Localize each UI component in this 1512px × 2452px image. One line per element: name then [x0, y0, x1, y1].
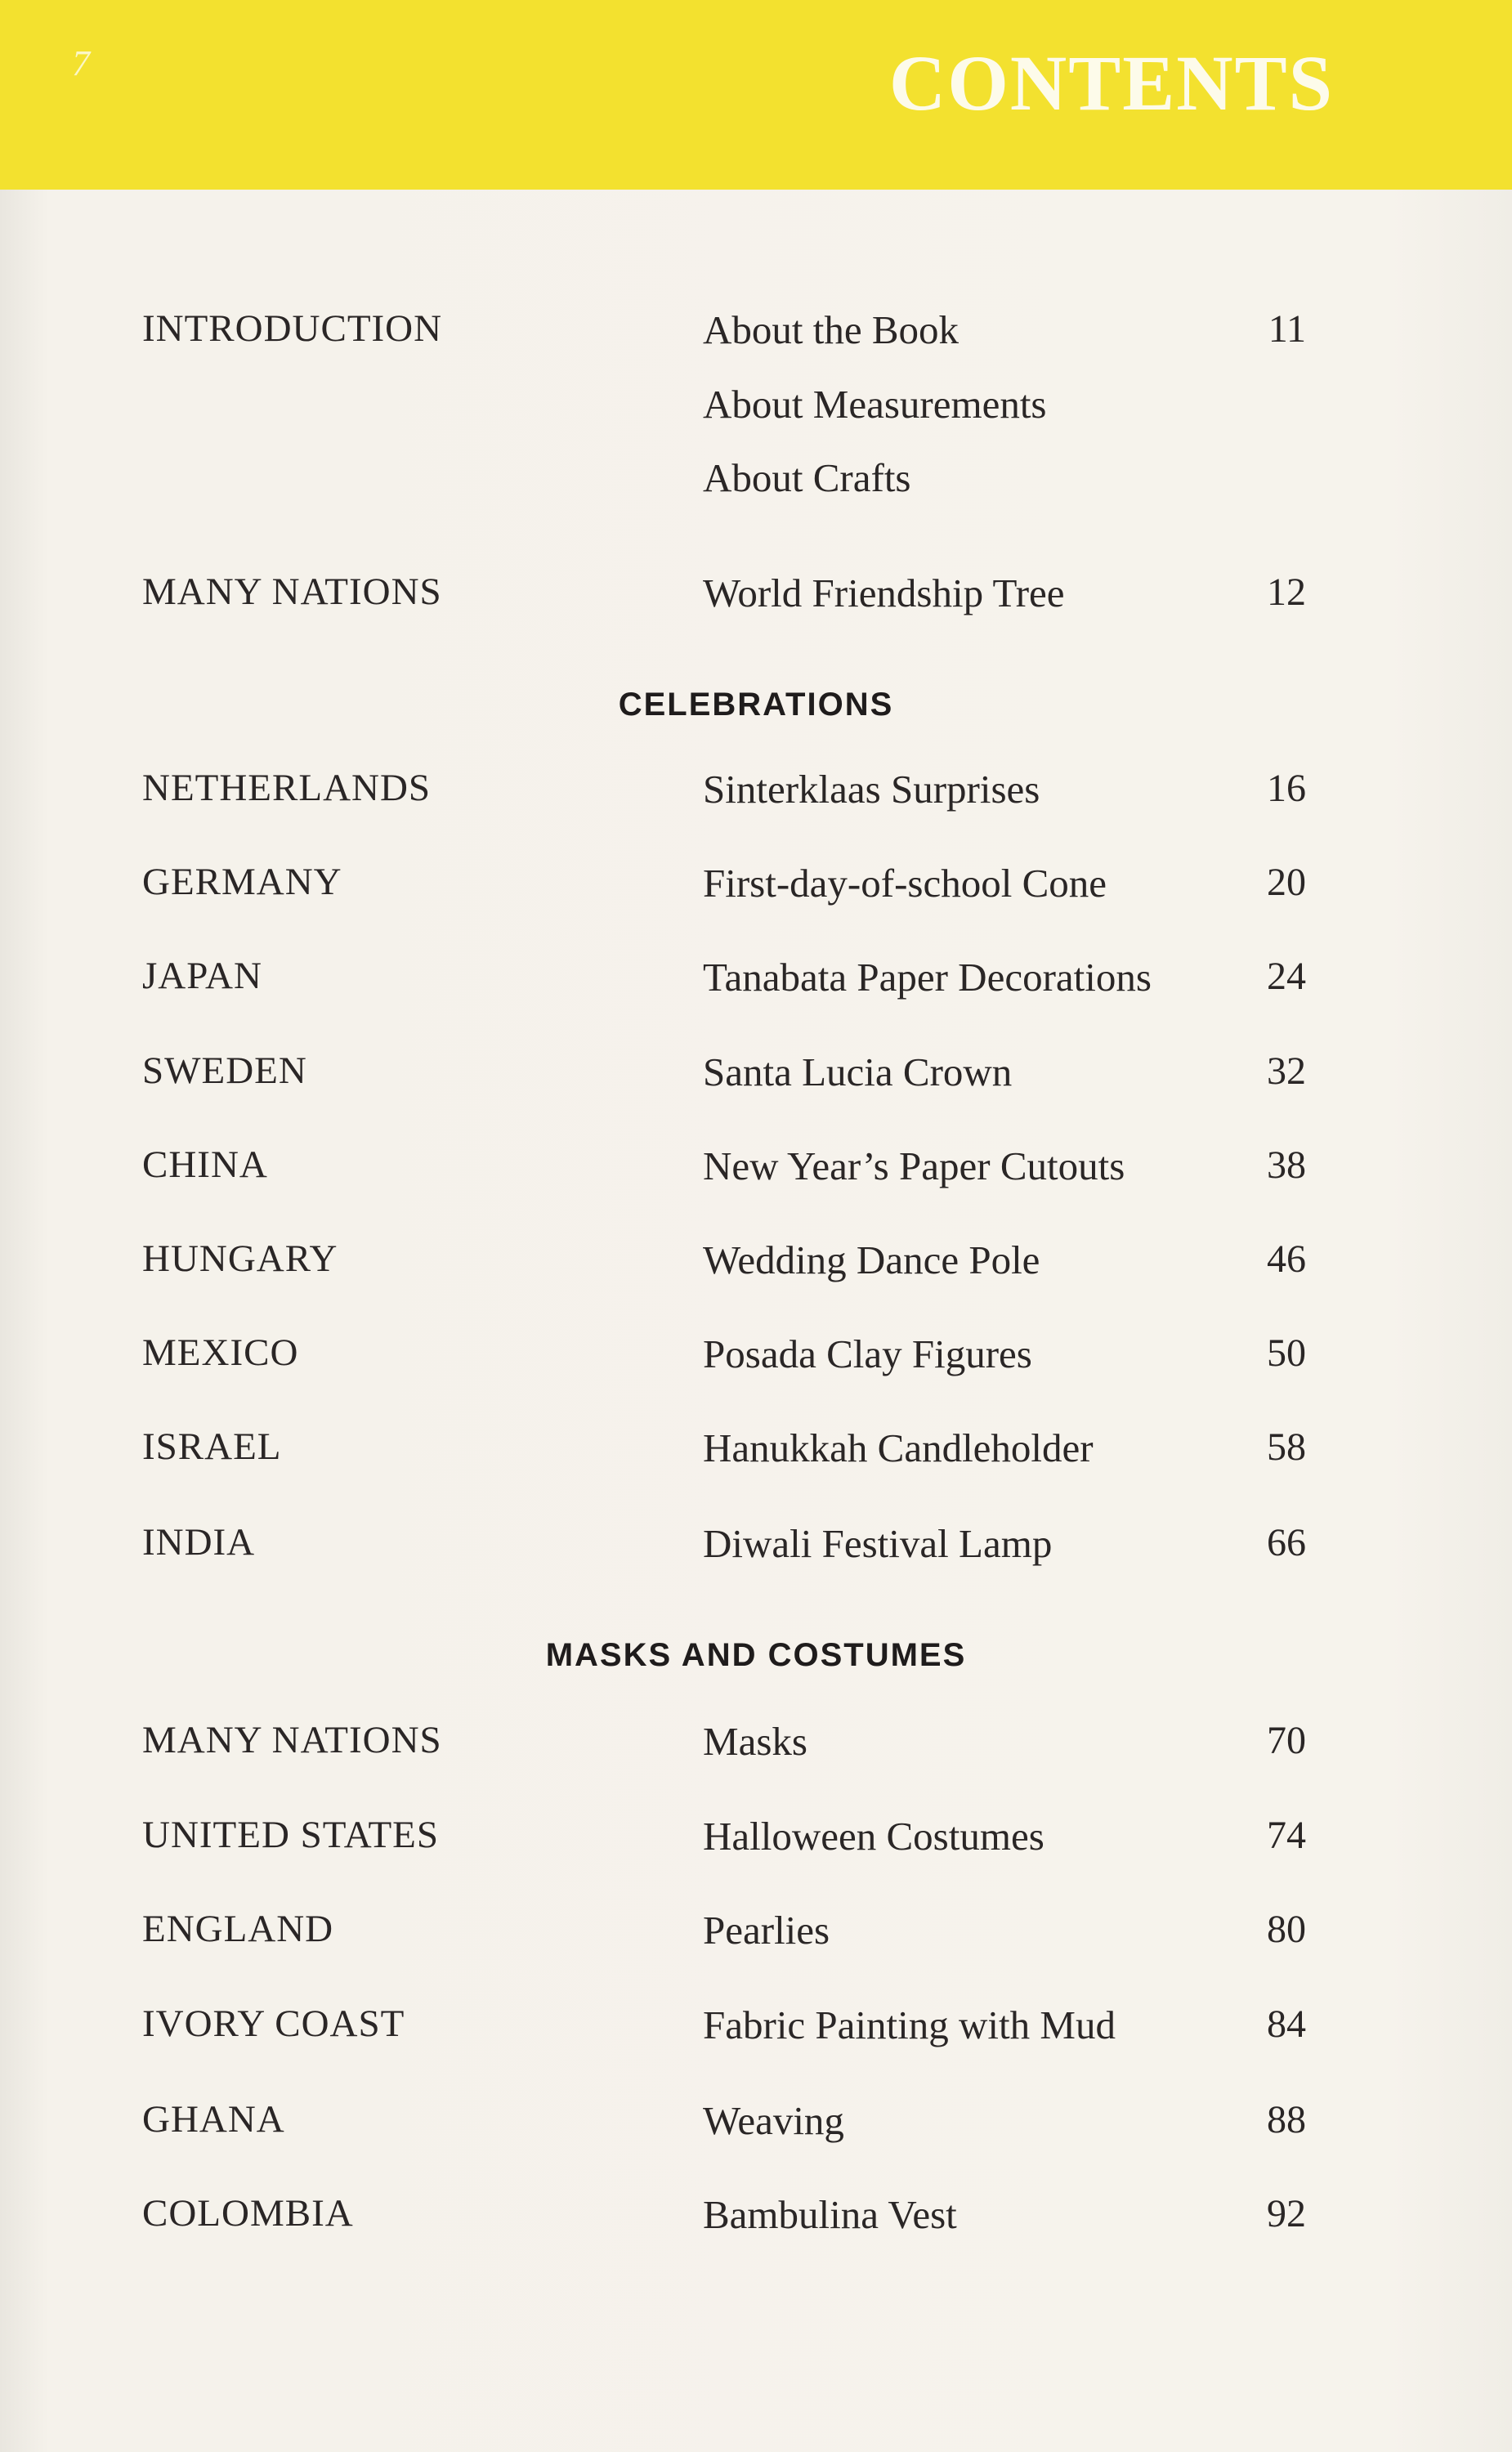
- toc-page-number: 58: [1267, 1425, 1306, 1469]
- toc-country: COLOMBIA: [142, 2192, 354, 2235]
- toc-page-number: 24: [1267, 955, 1306, 998]
- section-heading-masks-and-costumes: MASKS AND COSTUMES: [545, 1637, 967, 1673]
- toc-country: ENGLAND: [142, 1908, 334, 1950]
- toc-country: NETHERLANDS: [142, 767, 432, 809]
- toc-country: MEXICO: [142, 1331, 299, 1374]
- toc-country: MANY NATIONS: [142, 1719, 442, 1761]
- toc-row: [0, 2191, 1512, 2248]
- toc-country: ISRAEL: [142, 1425, 282, 1468]
- toc-country: HUNGARY: [142, 1237, 338, 1280]
- toc-page-number: 88: [1267, 2098, 1306, 2141]
- toc-country: UNITED STATES: [142, 1814, 440, 1856]
- toc-row-many-nations: [0, 570, 1512, 627]
- toc-title: Hanukkah Candleholder: [703, 1425, 1094, 1470]
- toc-country: SWEDEN: [142, 1049, 307, 1092]
- toc-title: Pearlies: [703, 1908, 830, 1953]
- toc-country: MANY NATIONS: [142, 570, 442, 613]
- toc-page-number: 38: [1267, 1143, 1306, 1187]
- toc-title: New Year’s Paper Cutouts: [703, 1143, 1125, 1188]
- toc-title: Tanabata Paper Decorations: [703, 955, 1152, 1000]
- toc-title: Sinterklaas Surprises: [703, 767, 1040, 812]
- toc-row: [0, 954, 1512, 1011]
- toc-row: [0, 2002, 1512, 2059]
- toc-row: [0, 1331, 1512, 1388]
- toc-page-number: 11: [1268, 307, 1306, 351]
- page-title: CONTENTS: [888, 39, 1334, 127]
- toc-row: [0, 1237, 1512, 1294]
- toc-row: [0, 766, 1512, 823]
- toc-page-number: 32: [1267, 1049, 1306, 1093]
- toc-page-number: 16: [1267, 767, 1306, 810]
- toc-row: [0, 1718, 1512, 1775]
- toc-title: Bambulina Vest: [703, 2192, 957, 2237]
- toc-title: Santa Lucia Crown: [703, 1049, 1013, 1094]
- toc-row-about-measurements: [0, 381, 1512, 438]
- toc-title: World Friendship Tree: [703, 570, 1065, 615]
- toc-country: INTRODUCTION: [142, 307, 443, 350]
- toc-title: About the Book: [703, 307, 960, 352]
- toc-row: [0, 1425, 1512, 1482]
- toc-title: Posada Clay Figures: [703, 1331, 1032, 1376]
- toc-title: Masks: [703, 1719, 807, 1764]
- toc-country: JAPAN: [142, 955, 262, 997]
- toc-page-number: 50: [1267, 1331, 1306, 1375]
- toc-title: First-day-of-school Cone: [703, 861, 1107, 906]
- section-heading-celebrations: CELEBRATIONS: [618, 687, 894, 723]
- toc-country: INDIA: [142, 1521, 256, 1564]
- toc-row: [0, 1143, 1512, 1200]
- toc-page-number: 74: [1267, 1814, 1306, 1857]
- toc-title: Halloween Costumes: [703, 1814, 1045, 1859]
- toc-title: Weaving: [703, 2098, 844, 2143]
- page-number: 7: [72, 43, 90, 83]
- toc-page-number: 80: [1267, 1908, 1306, 1951]
- toc-page-number: 92: [1267, 2192, 1306, 2235]
- toc-row-introduction: [0, 306, 1512, 364]
- toc-row: [0, 1813, 1512, 1870]
- toc-country: GERMANY: [142, 861, 342, 903]
- toc-row: [0, 2097, 1512, 2154]
- toc-title: About Crafts: [703, 455, 911, 500]
- toc-country: GHANA: [142, 2098, 285, 2141]
- toc-page-number: 20: [1267, 861, 1306, 904]
- toc-row: [0, 1049, 1512, 1106]
- toc-row: [0, 1520, 1512, 1577]
- toc-title: Fabric Painting with Mud: [703, 2002, 1116, 2047]
- toc-row: [0, 860, 1512, 917]
- toc-page-number: 66: [1267, 1521, 1306, 1564]
- toc-row: [0, 1907, 1512, 1964]
- toc-row-about-crafts: [0, 454, 1512, 512]
- toc-country: CHINA: [142, 1143, 268, 1186]
- toc-page-number: 70: [1267, 1719, 1306, 1762]
- toc-page-number: 46: [1267, 1237, 1306, 1281]
- toc-title: Diwali Festival Lamp: [703, 1521, 1053, 1566]
- toc-title: About Measurements: [703, 382, 1047, 427]
- toc-page-number: 12: [1267, 570, 1306, 614]
- toc-title: Wedding Dance Pole: [703, 1237, 1040, 1282]
- toc-page-number: 84: [1267, 2002, 1306, 2046]
- toc-country: IVORY COAST: [142, 2002, 405, 2045]
